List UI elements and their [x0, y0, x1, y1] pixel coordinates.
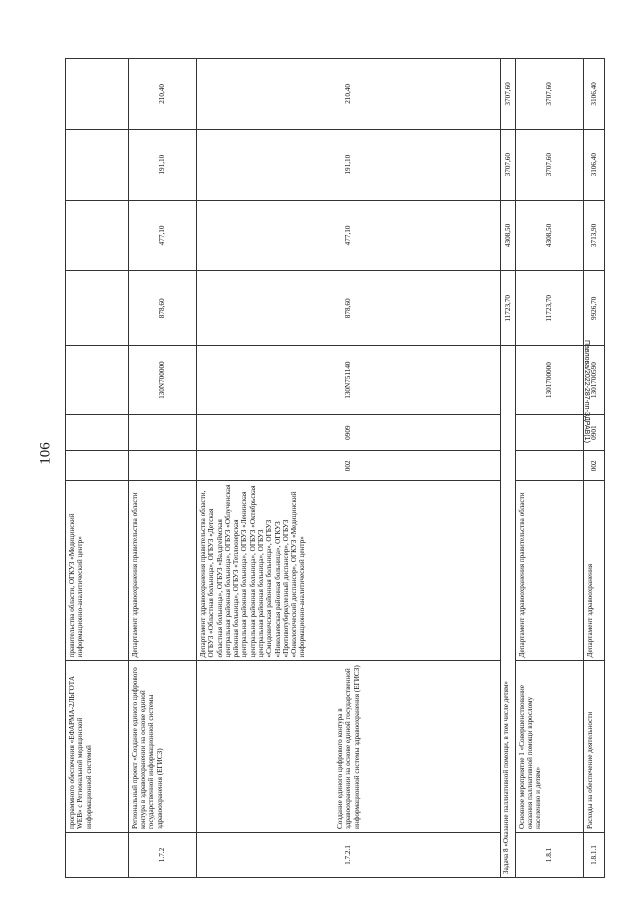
measure-name: Основное мероприятие 1 «Совершенствование оказания паллиативной помощи взрослому населению и детям» [515, 661, 583, 833]
total-amount [66, 271, 129, 346]
section-code [66, 414, 129, 450]
year1-amount [66, 200, 129, 271]
section-code: 0901 [583, 414, 604, 450]
year3-amount: 3106,40 [583, 59, 604, 130]
section-code [128, 414, 196, 450]
task-row [501, 59, 516, 878]
executor: Департамент здравоохранения правительства области, ОГБУЗ «Областная больница», ОГБУЗ «Детская областная больница», ОГБУЗ «Валдгеймская центральная районная больница», ОГБУЗ «Облученская районная больница», ОГБУЗ «Теплоозерская центральная районная больница», ОГБУЗ «Ленинская центральная районная больница», ОГБУЗ «Октябрьская центральная районная больница», ОГБУЗ «Смидовичская районная больница», ОГБУЗ «Николаевская районная больница», ОГКУЗ «Противотуберкулезный диспансер», ОГБУЗ «Онкологический диспансер», ОГКУЗ «Медицинский информационно-аналитический центр» [197, 481, 501, 661]
page-number: 106 [37, 442, 54, 465]
task-year3: 3707,60 [501, 59, 516, 130]
row-number: 1.7.2 [128, 832, 196, 877]
task-year2: 3707,60 [501, 129, 516, 200]
table-row [197, 59, 501, 878]
year3-amount: 3707,60 [515, 59, 583, 130]
document-footer: Павлова/2022-287-пп-ЗДРАВ(1) [583, 340, 590, 443]
year2-amount: 3106,40 [583, 129, 604, 200]
target-article: 1301700590 [583, 346, 604, 415]
executor: Департамент здравоохранения правительства области [128, 481, 196, 661]
section-code [515, 414, 583, 450]
row-number: 1.8.1.1 [583, 832, 604, 877]
year1-amount: 4308,50 [515, 200, 583, 271]
grbs-code [515, 451, 583, 481]
target-article [66, 346, 129, 415]
total-amount: 9926,70 [583, 271, 604, 346]
executor: Департамент здравоохранения правительства области [515, 481, 583, 661]
measure-name: Расходы на обеспечение деятельности [583, 661, 604, 833]
measure-name: Создание единого цифрового контура в здравоохранении на основе единой государственной информационной системы здравоохранения (ЕГИСЗ) [197, 661, 501, 833]
grbs-code [128, 451, 196, 481]
year1-amount: 477,10 [197, 200, 501, 271]
budget-table [65, 58, 605, 878]
task-label: Задача 8 «Оказание паллиативной помощи, в том числе детям» [501, 346, 516, 878]
table-row [515, 59, 583, 878]
row-number [66, 832, 129, 877]
target-article: 130N700000 [128, 346, 196, 415]
executor: правительства области, ОГКУЗ «Медицинский информационно-аналитический центр» [66, 481, 129, 661]
grbs-code [66, 451, 129, 481]
table-row [583, 59, 604, 878]
row-number: 1.7.2.1 [197, 832, 501, 877]
task-total: 11723,70 [501, 271, 516, 346]
measure-name: Региональный проект «Создание единого цифрового контура в здравоохранении на основе единой государственной информационной системы здравоохранения (ЕГИСЗ) [128, 661, 196, 833]
grbs-code: 002 [197, 451, 501, 481]
measure-name: программного обеспечения «ЕФАРМА-2ЛЬГОТА WEB» с Региональной медицинской информационной системой [66, 661, 129, 833]
total-amount: 878,60 [128, 271, 196, 346]
target-article: 130N751140 [197, 346, 501, 415]
target-article: 1301700000 [515, 346, 583, 415]
table-row [128, 59, 196, 878]
total-amount: 878,60 [197, 271, 501, 346]
grbs-code: 002 [583, 451, 604, 481]
task-year1: 4308,50 [501, 200, 516, 271]
year2-amount: 191,10 [197, 129, 501, 200]
year3-amount [66, 59, 129, 130]
total-amount: 11723,70 [515, 271, 583, 346]
year3-amount: 210,40 [197, 59, 501, 130]
table-row [66, 59, 129, 878]
rotated-table-wrapper [65, 58, 605, 878]
row-number: 1.8.1 [515, 832, 583, 877]
year3-amount: 210,40 [128, 59, 196, 130]
executor: Департамент здравоохранения [583, 481, 604, 661]
section-code: 0909 [197, 414, 501, 450]
year1-amount: 477,10 [128, 200, 196, 271]
year1-amount: 3713,90 [583, 200, 604, 271]
year2-amount: 191,10 [128, 129, 196, 200]
year2-amount [66, 129, 129, 200]
year2-amount: 3707,60 [515, 129, 583, 200]
